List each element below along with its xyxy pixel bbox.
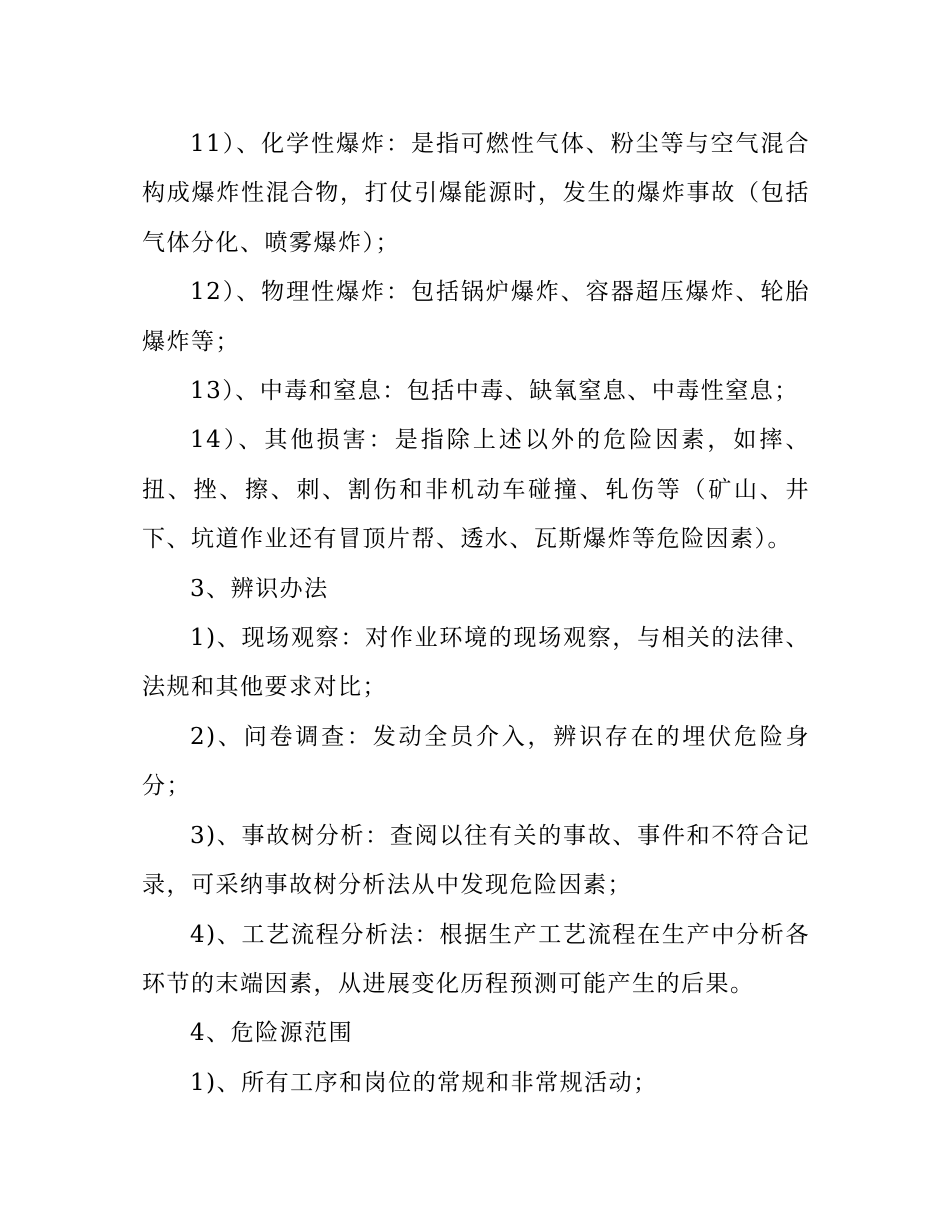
paragraph-poisoning-suffocation: 13）、中毒和窒息：包括中毒、缺氧窒息、中毒性窒息；	[190, 378, 799, 405]
paragraph-chemical-explosion: 11）、化学性爆炸：是指可燃性气体、粉尘等与空气混合构成爆炸性混合物，打仗引爆能源时，发生的爆炸事故（包括气体分化、喷雾爆炸）；	[142, 131, 810, 256]
paragraph-questionnaire: 2)、问卷调查：发动全员介入，辨识存在的埋伏危险身分；	[142, 723, 810, 800]
paragraph-site-observation: 1)、现场观察：对作业环境的现场观察，与相关的法律、法规和其他要求对比；	[142, 625, 810, 701]
section-heading-hazard-scope: 4、危险源范围	[190, 1020, 354, 1047]
section-heading-identification-methods: 3、辨识办法	[190, 575, 329, 602]
paragraph-other-damage: 14）、其他损害：是指除上述以外的危险因素，如摔、扭、挫、擦、刺、割伤和非机动车碰撞、轧伤等（矿山、井下、坑道作业还有冒顶片帮、透水、瓦斯爆炸等危险因素）。	[142, 427, 810, 553]
paragraph-routine-activities: 1)、所有工序和岗位的常规和非常规活动；	[190, 1069, 658, 1096]
document-body	[142, 120, 810, 1108]
paragraph-process-flow-analysis: 4)、工艺流程分析法：根据生产工艺流程在生产中分析各环节的末端因素，从进展变化历程预测可能产生的后果。	[142, 921, 810, 997]
paragraph-fault-tree-analysis: 3)、事故树分析：查阅以往有关的事故、事件和不符合记录，可采纳事故树分析法从中发现危险因素；	[142, 822, 810, 899]
paragraph-physical-explosion: 12）、物理性爆炸：包括锅炉爆炸、容器超压爆炸、轮胎爆炸等；	[142, 279, 810, 355]
